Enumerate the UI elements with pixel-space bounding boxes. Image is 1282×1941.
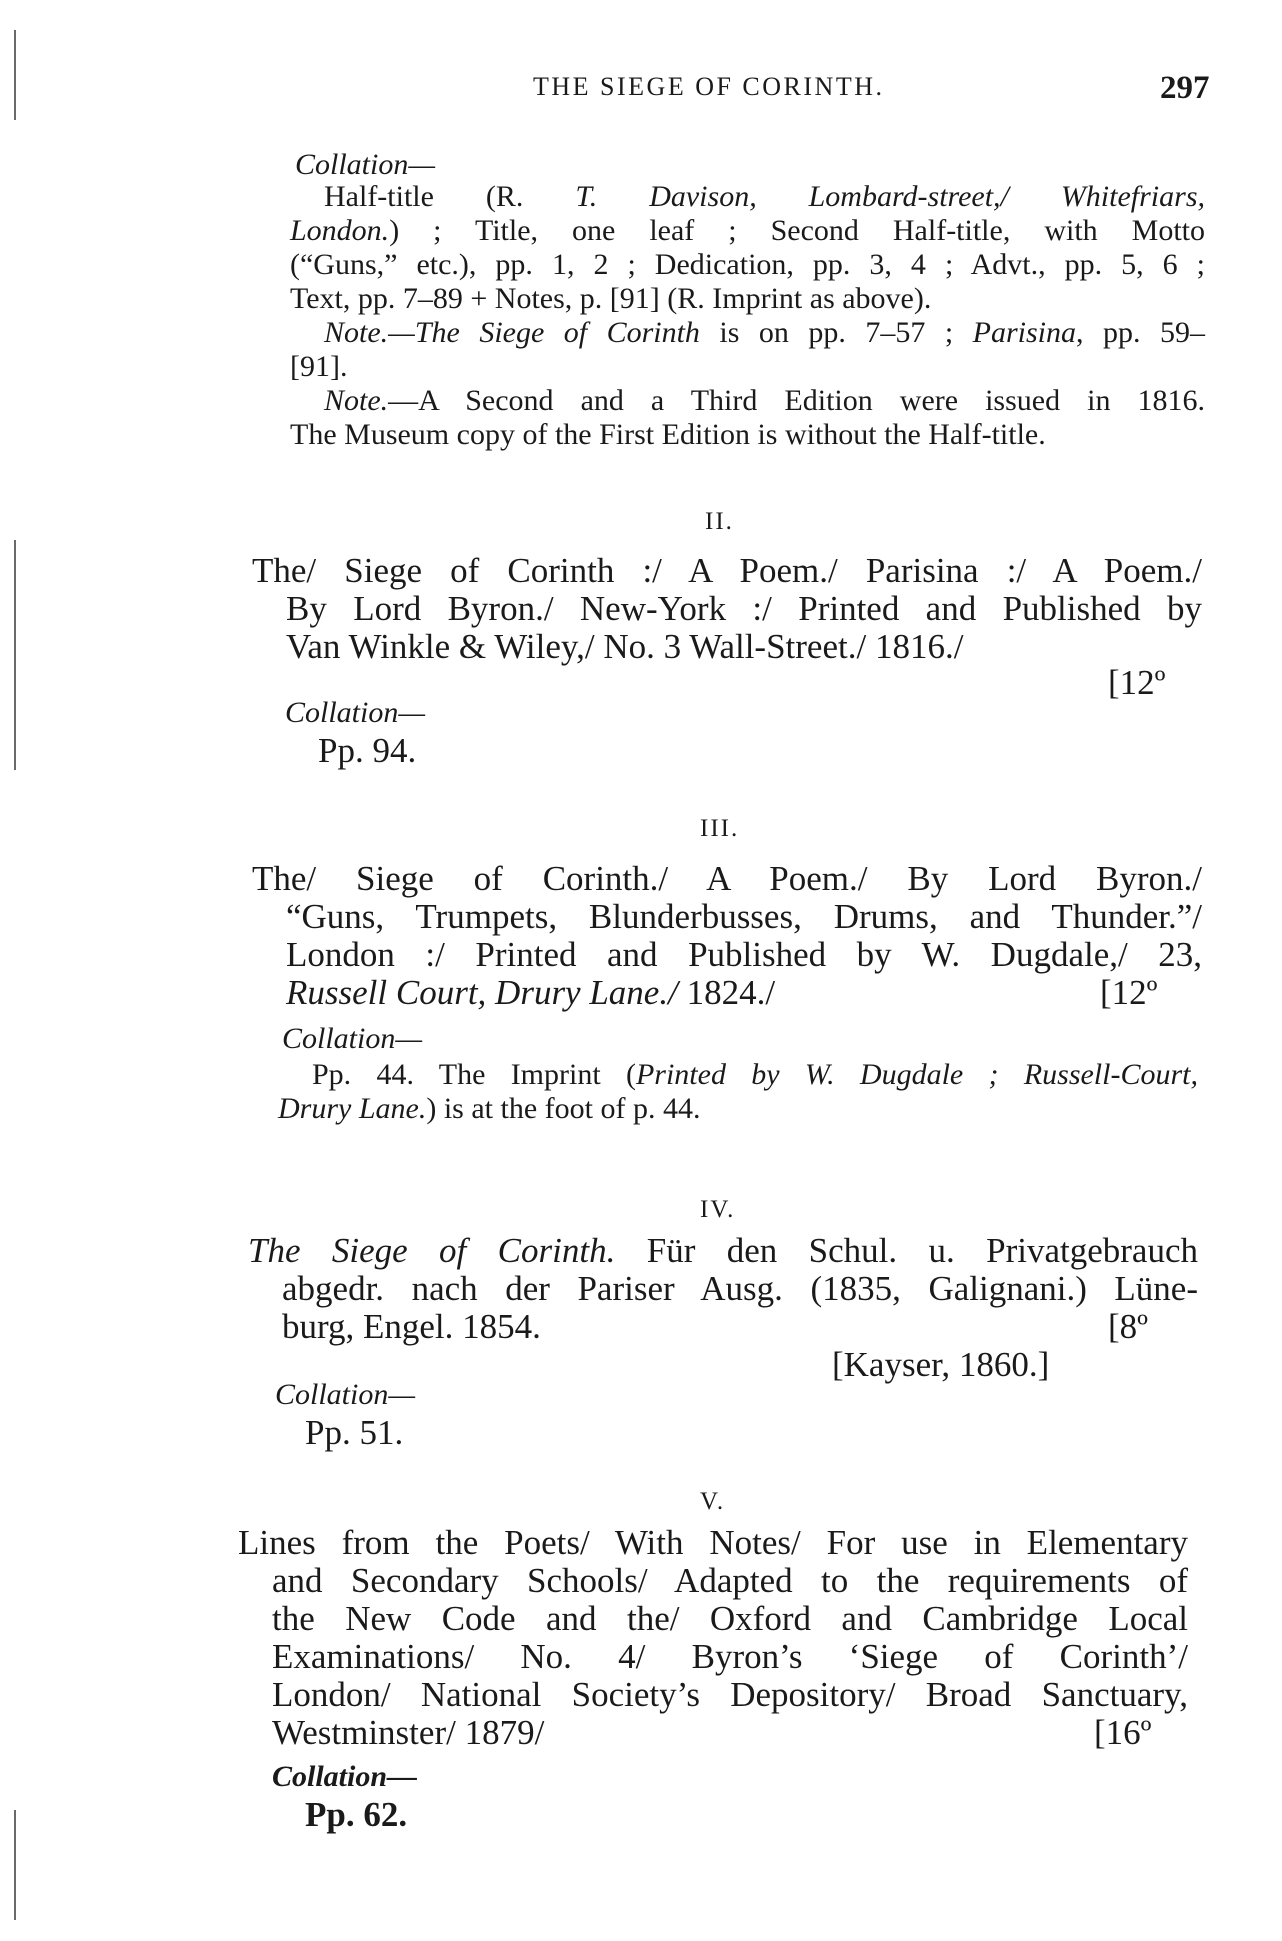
entry4-collation-label: Collation— bbox=[275, 1378, 416, 1411]
scan-edge-mark bbox=[14, 1810, 16, 1920]
entry3-collation-text: Pp. 44. The Imprint (Printed by W. Dugdale ; Russell-Court, Drury Lane.) is at the foot of p. 44. bbox=[278, 1058, 1198, 1125]
entry4-format: [8º bbox=[1108, 1307, 1149, 1346]
section-numeral-ii: II. bbox=[705, 508, 734, 535]
entry5-pages: Pp. 62. bbox=[305, 1795, 408, 1834]
entry1-note-edition: Note.—A Second and a Third Edition were issued in 1816. bbox=[324, 384, 1205, 417]
section-numeral-v: V. bbox=[700, 1488, 726, 1515]
entry4-title: The Siege of Corinth. Für den Schul. u. Privatgebrauch abgedr. nach der Pariser Ausg. (1835, Galignani.) Lüne- burg, Engel. 1854. bbox=[248, 1231, 1198, 1346]
running-title: THE SIEGE OF CORINTH. bbox=[533, 72, 885, 101]
entry5-collation-label: Collation— bbox=[272, 1760, 418, 1793]
entry2-pages: Pp. 94. bbox=[318, 731, 417, 770]
entry3-title: The/ Siege of Corinth./ A Poem./ By Lord Byron./ “Guns, Trumpets, Blunderbusses, Drums, and Thunder.”/ London :/ Printed and Published by W. Dugdale,/ 23, Russell Court, Drury Lane./ 1824./ bbox=[252, 859, 1202, 1012]
entry4-pages: Pp. 51. bbox=[305, 1413, 404, 1452]
entry3-format: [12º bbox=[1100, 973, 1158, 1012]
entry2-format: [12º bbox=[1108, 663, 1166, 702]
entry2-title: The/ Siege of Corinth :/ A Poem./ Parisina :/ A Poem./ By Lord Byron./ New-York :/ Printed and Published by Van Winkle & Wiley,/ No. 3 Wall-Street./ 1816./ bbox=[252, 551, 1202, 666]
entry5-title: Lines from the Poets/ With Notes/ For use in Elementary and Secondary Schools/ Adapted to the requirements of the New Code and the/ Oxford and Cambridge Local Examinations/ No. 4/ Byron’s ‘Siege of Corinth’/ London/ National Society’s Depository/ Broad Sanctuary, Westminster/ 1879/ bbox=[238, 1523, 1188, 1752]
section-numeral-iii: III. bbox=[700, 815, 740, 842]
page-number: 297 bbox=[1160, 70, 1210, 106]
section-numeral-iv: IV. bbox=[700, 1196, 736, 1223]
entry2-collation-label: Collation— bbox=[285, 696, 426, 729]
entry4-source: [Kayser, 1860.] bbox=[832, 1345, 1050, 1384]
scan-edge-mark bbox=[14, 30, 16, 120]
scan-edge-mark bbox=[14, 540, 16, 770]
entry1-collation-text: Half-title (R. T. Davison, Lombard-street,/ Whitefriars, London.) ; Title, one leaf ; Second Half-title, with Motto (“Guns,” etc.), pp. 1, 2 ; Dedication, pp. 3, 4 ; Advt., pp. 5, 6 ; Text, pp. 7–89 + Notes, p. [91] (R. Imprint as above). Note.—The Siege of Corinth is on pp. 7–57 ; Parisina, pp. 59– [91]. Note.—A Second and a Third Edition were issued in 1816. The Museum copy of the First Edition is without the Half-title. bbox=[290, 180, 1205, 451]
entry1-note: Note.—The Siege of Corinth is on pp. 7–57 ; Parisina, pp. 59– bbox=[324, 316, 1205, 349]
entry5-format: [16º bbox=[1094, 1713, 1152, 1752]
entry3-collation-label: Collation— bbox=[282, 1022, 423, 1055]
entry1-collation-label: Collation— bbox=[295, 148, 436, 181]
